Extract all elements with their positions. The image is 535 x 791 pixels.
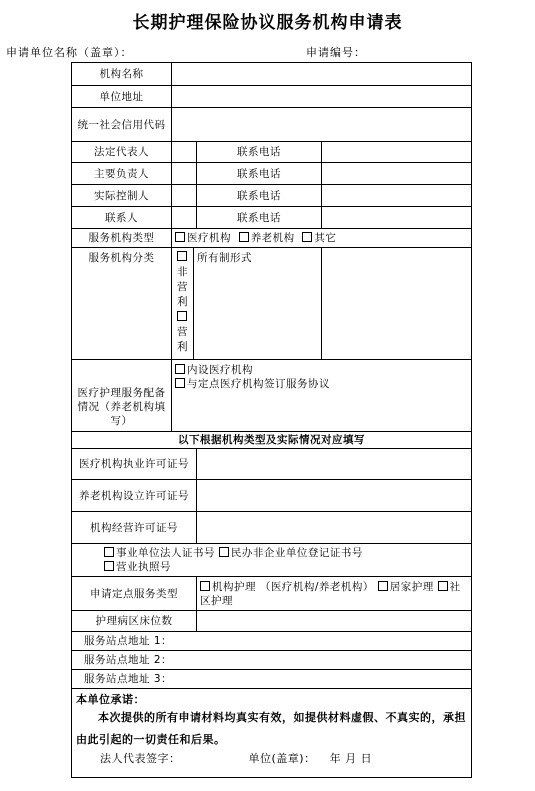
application-form-table [71, 62, 472, 778]
service-type-label: 申请定点服务类型 [72, 577, 197, 611]
site-3-field[interactable]: 服务站点地址 3： [72, 670, 472, 689]
row-site-1 [72, 632, 472, 651]
row-principal [72, 163, 472, 185]
internal-medical-checkbox[interactable] [175, 364, 185, 374]
org-type-other-checkbox[interactable] [302, 232, 312, 242]
row-biz-license [72, 512, 472, 544]
cert-options [72, 544, 472, 577]
org-name-field[interactable] [172, 63, 472, 86]
nonprofit-label: 非 营 利 [177, 266, 188, 308]
row-pledge [72, 689, 472, 774]
elder-license-label: 养老机构设立许可证号 [72, 480, 197, 512]
page-title: 长期护理保险协议服务机构申请表 [132, 13, 403, 33]
principal-phone-field[interactable] [322, 163, 472, 185]
home-care-label: 居家护理 [389, 580, 434, 593]
institution-cert-label: 事业单位法人证书号 [116, 547, 215, 559]
service-type-options [197, 577, 472, 611]
row-credit-code [72, 108, 472, 142]
principal-label: 主要负责人 [72, 163, 172, 185]
contact-label: 联系人 [72, 207, 172, 229]
forprofit-label: 营 利 [177, 326, 188, 353]
org-class-label: 服务机构分类 [72, 248, 172, 360]
ownership-label: 所有制形式 [194, 248, 322, 360]
pledge-bottom-edge [72, 774, 472, 778]
org-type-medical-label: 医疗机构 [187, 232, 231, 244]
credit-code-field[interactable] [172, 108, 472, 142]
principal-phone-label: 联系电话 [197, 163, 322, 185]
legal-rep-signature-label: 法人代表签字： [100, 752, 181, 765]
controller-phone-label: 联系电话 [197, 185, 322, 207]
pledge-title: 本单位承诺： [76, 693, 145, 706]
internal-medical-label: 内设医疗机构 [187, 364, 253, 376]
contracted-medical-label: 与定点医疗机构签订服务协议 [187, 378, 330, 390]
row-org-type [72, 229, 472, 248]
row-section-heading [72, 432, 472, 449]
contact-phone-label: 联系电话 [197, 207, 322, 229]
credit-code-label: 统一社会信用代码 [72, 108, 172, 142]
contracted-medical-checkbox[interactable] [175, 378, 185, 388]
date-label: 年 月 日 [329, 752, 373, 765]
ownership-field[interactable] [322, 248, 472, 360]
med-license-field[interactable] [197, 449, 472, 480]
institutional-care-label: 机构护理 （医疗机构/养老机构） [212, 580, 374, 593]
legal-rep-label: 法定代表人 [72, 142, 172, 163]
institution-cert-checkbox[interactable] [104, 547, 114, 557]
private-nonenterprise-cert-checkbox[interactable] [219, 547, 229, 557]
unit-address-label: 单位地址 [72, 86, 172, 108]
community-care-checkbox[interactable] [438, 581, 448, 591]
org-type-elderly-checkbox[interactable] [239, 232, 249, 242]
med-license-label: 医疗机构执业许可证号 [72, 449, 197, 480]
community-care-label: 社区护理 [200, 580, 461, 607]
bed-count-label: 护理病区床位数 [72, 611, 197, 632]
contact-phone-field[interactable] [322, 207, 472, 229]
elder-license-field[interactable] [197, 480, 472, 512]
institutional-care-checkbox[interactable] [200, 581, 210, 591]
org-type-options [172, 229, 472, 248]
controller-field[interactable] [172, 185, 197, 207]
row-site-3 [72, 670, 472, 689]
unit-address-field[interactable] [172, 86, 472, 108]
home-care-checkbox[interactable] [378, 581, 388, 591]
row-org-class [72, 248, 472, 360]
principal-field[interactable] [172, 163, 197, 185]
site-1-field[interactable]: 服务站点地址 1： [72, 632, 472, 651]
org-type-label: 服务机构类型 [72, 229, 172, 248]
medical-config-options [172, 360, 472, 432]
org-type-elderly-label: 养老机构 [250, 232, 295, 244]
legal-rep-phone-field[interactable] [322, 142, 472, 163]
row-site-2 [72, 651, 472, 670]
row-controller [72, 185, 472, 207]
row-service-type [72, 577, 472, 611]
controller-label: 实际控制人 [72, 185, 172, 207]
row-medical-config [72, 360, 472, 432]
org-type-other-label: 其它 [314, 232, 337, 244]
section-heading: 以下根据机构类型及实际情况对应填写 [72, 432, 472, 449]
unit-seal-label: 单位(盖章)： [248, 752, 316, 765]
row-org-name [72, 63, 472, 86]
legal-rep-phone-label: 联系电话 [197, 142, 322, 163]
biz-license-label: 机构经营许可证号 [72, 512, 197, 544]
bed-count-field[interactable] [197, 611, 472, 632]
private-nonenterprise-cert-label: 民办非企业单位登记证书号 [230, 547, 363, 559]
forprofit-checkbox[interactable] [177, 311, 187, 321]
row-legal-rep [72, 142, 472, 163]
application-number-label: 申请编号： [306, 46, 366, 59]
business-license-checkbox[interactable] [104, 561, 114, 571]
nonprofit-checkbox[interactable] [177, 251, 187, 261]
row-cert-options [72, 544, 472, 577]
org-name-label: 机构名称 [72, 63, 172, 86]
row-bed-count [72, 611, 472, 632]
signature-line [76, 752, 467, 766]
site-2-field[interactable]: 服务站点地址 2： [72, 651, 472, 670]
row-pledge-bottom [72, 774, 472, 778]
medical-config-label: 医疗护理服务配备情况（养老机构填写） [72, 360, 172, 432]
row-med-license [72, 449, 472, 480]
biz-license-field[interactable] [197, 512, 472, 544]
row-unit-address [72, 86, 472, 108]
pledge-text: 本次提供的所有申请材料均真实有效，如提供材料虚假、不真实的，承担由此引起的一切责任和后果。 [76, 711, 466, 746]
legal-rep-field[interactable] [172, 142, 197, 163]
applicant-unit-label: 申请单位名称（盖章）： [6, 46, 133, 59]
business-license-label: 营业执照号 [116, 561, 171, 573]
controller-phone-field[interactable] [322, 185, 472, 207]
org-class-options [172, 248, 194, 360]
pledge-block [72, 689, 472, 774]
org-type-medical-checkbox[interactable] [175, 232, 185, 242]
contact-field[interactable] [172, 207, 197, 229]
row-elder-license [72, 480, 472, 512]
row-contact [72, 207, 472, 229]
